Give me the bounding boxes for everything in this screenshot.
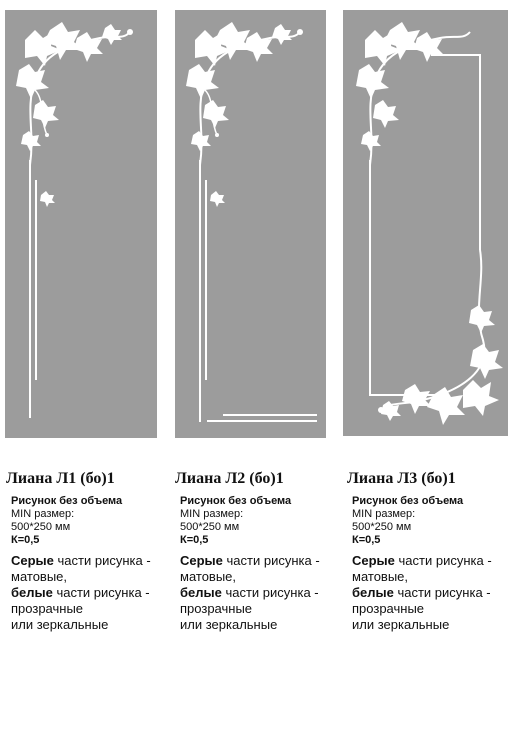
grey-text: части рисунка - — [53, 553, 151, 568]
white-label: белые — [352, 585, 394, 600]
min-size-value: 500*250 мм — [352, 521, 412, 533]
grey-label: Серые — [180, 553, 223, 568]
min-size-label: MIN размер: — [352, 508, 416, 520]
white-label: белые — [11, 585, 53, 600]
ivy-ornament-icon — [343, 10, 508, 436]
white-label: белые — [180, 585, 222, 600]
caption-liana-l1 — [6, 470, 171, 633]
caption-liana-l3 — [347, 470, 510, 633]
product-title: Лиана Л2 (бо)1 — [175, 470, 284, 487]
product-title: Лиана Л1 (бо)1 — [6, 470, 115, 487]
grey-label: Серые — [11, 553, 54, 568]
caption-liana-l2 — [175, 470, 340, 633]
transparent-text: прозрачные — [180, 601, 253, 616]
description — [11, 553, 171, 633]
grey-label: Серые — [352, 553, 395, 568]
min-size-label: MIN размер: — [11, 508, 75, 520]
min-size-value: 500*250 мм — [180, 521, 240, 533]
ivy-ornament-icon — [5, 10, 157, 438]
min-size-value: 500*250 мм — [11, 521, 71, 533]
mirror-text: или зеркальные — [11, 617, 109, 632]
white-text: части рисунка - — [393, 585, 491, 600]
matte-text: матовые, — [11, 569, 68, 584]
description — [180, 553, 340, 633]
product-subtitle: Рисунок без объема — [180, 495, 292, 507]
description — [352, 553, 510, 633]
transparent-text: прозрачные — [352, 601, 425, 616]
glass-panel-liana-l1 — [5, 10, 157, 438]
glass-panel-liana-l2 — [175, 10, 326, 438]
grey-text: части рисунка - — [222, 553, 320, 568]
white-text: части рисунка - — [221, 585, 319, 600]
product-subtitle: Рисунок без объема — [11, 495, 123, 507]
coefficient: К=0,5 — [180, 534, 209, 546]
white-text: части рисунка - — [52, 585, 150, 600]
min-size-label: MIN размер: — [180, 508, 244, 520]
product-subtitle: Рисунок без объема — [352, 495, 464, 507]
matte-text: матовые, — [180, 569, 237, 584]
mirror-text: или зеркальные — [180, 617, 278, 632]
matte-text: матовые, — [352, 569, 409, 584]
transparent-text: прозрачные — [11, 601, 84, 616]
grey-text: части рисунка - — [394, 553, 492, 568]
coefficient: К=0,5 — [11, 534, 40, 546]
product-title: Лиана Л3 (бо)1 — [347, 470, 456, 487]
ivy-ornament-icon — [175, 10, 326, 438]
mirror-text: или зеркальные — [352, 617, 450, 632]
coefficient: К=0,5 — [352, 534, 381, 546]
glass-panel-liana-l3 — [343, 10, 508, 436]
